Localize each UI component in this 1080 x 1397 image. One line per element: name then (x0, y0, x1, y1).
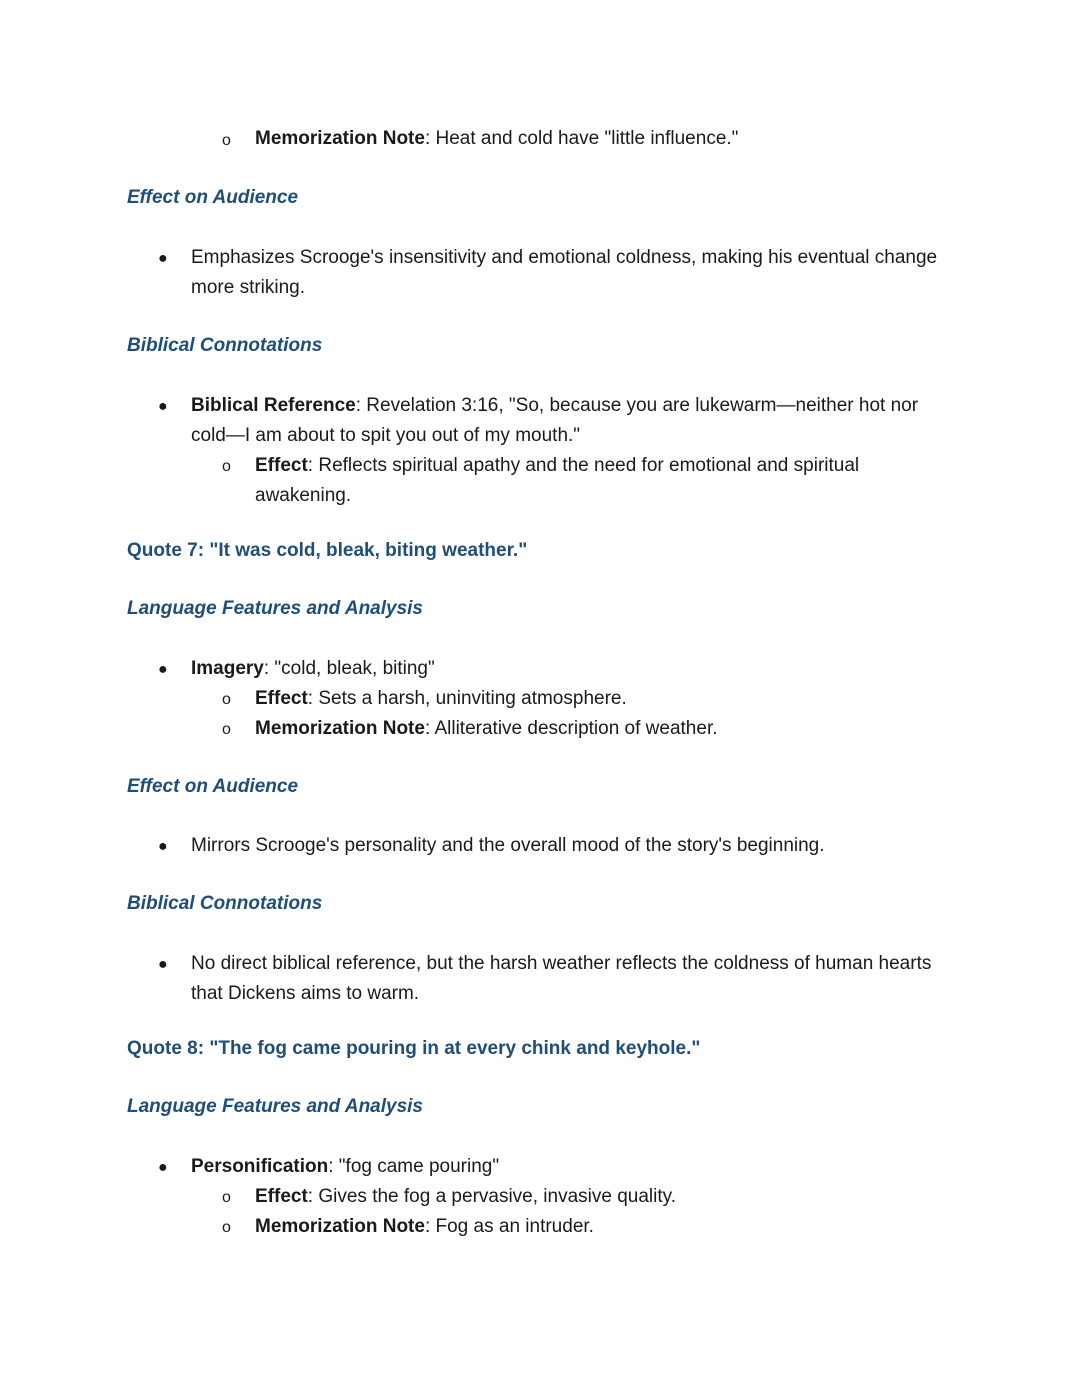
quote-8-effect (255, 1182, 945, 1212)
quote-7-effect-label: Effect (255, 688, 308, 709)
quote-8-memo-label: Memorization Note (255, 1216, 425, 1237)
biblical-reference (191, 391, 951, 451)
sub-bullet-marker: o (222, 1189, 231, 1206)
section-heading-effect-on-audience: Effect on Audience (127, 187, 299, 208)
quote-7-audience-text: Mirrors Scrooge's personality and the overall mood of the story's beginning. (191, 835, 825, 856)
quote-7-biblical-text: No direct biblical reference, but the harsh weather reflects the coldness of human hearts that Dickens aims to warm. (191, 953, 932, 1004)
quote-7-imagery-text: : "cold, bleak, biting" (263, 658, 435, 679)
quote-8-effect-text: : Gives the fog a pervasive, invasive quality. (307, 1186, 677, 1207)
sub-bullet-marker: o (222, 132, 231, 149)
biblical-effect-label: Effect (255, 455, 308, 476)
bullet-marker: ● (158, 250, 168, 267)
quote-7-biblical-heading: Biblical Connotations (127, 893, 323, 914)
memorization-note (255, 124, 945, 154)
bullet-marker: ● (158, 838, 168, 855)
quote-7-memo-text: : Alliterative description of weather. (424, 718, 718, 739)
quote-7-memo-label: Memorization Note (255, 718, 425, 739)
quote-8-personification-text: : "fog came pouring" (328, 1156, 500, 1177)
sub-bullet-marker: o (222, 721, 231, 738)
quote-7-memorization-note (255, 714, 945, 744)
section-heading-biblical-connotations: Biblical Connotations (127, 335, 323, 356)
bullet-marker: ● (158, 398, 168, 415)
quote-7-language-heading: Language Features and Analysis (127, 598, 423, 619)
biblical-reference-label: Biblical Reference (191, 395, 356, 416)
quote-8-memo-text: : Fog as an intruder. (424, 1216, 594, 1237)
quote-8-personification (191, 1152, 951, 1182)
bullet-marker: ● (158, 956, 168, 973)
quote-8-effect-label: Effect (255, 1186, 308, 1207)
quote-8-language-heading: Language Features and Analysis (127, 1096, 423, 1117)
biblical-effect (255, 451, 945, 511)
memorization-note-text: : Heat and cold have "little influence." (424, 128, 739, 149)
quote-7-heading: Quote 7: "It was cold, bleak, biting weather." (127, 540, 528, 561)
quote-8-heading: Quote 8: "The fog came pouring in at every chink and keyhole." (127, 1038, 701, 1059)
biblical-effect-text: : Reflects spiritual apathy and the need for emotional and spiritual awakening. (255, 455, 860, 506)
memorization-note-label: Memorization Note (255, 128, 425, 149)
quote-7-effect-text: : Sets a harsh, uninviting atmosphere. (307, 688, 627, 709)
sub-bullet-marker: o (222, 691, 231, 708)
bullet-marker: ● (158, 661, 168, 678)
quote-7-audience-heading: Effect on Audience (127, 776, 299, 797)
sub-bullet-marker: o (222, 1219, 231, 1236)
effect-on-audience-text: Emphasizes Scrooge's insensitivity and emotional coldness, making his eventual change more striking. (191, 247, 938, 298)
quote-7-imagery (191, 654, 951, 684)
quote-7-imagery-label: Imagery (191, 658, 264, 679)
quote-7-effect (255, 684, 945, 714)
bullet-marker: ● (158, 1159, 168, 1176)
quote-8-personification-label: Personification (191, 1156, 329, 1177)
biblical-reference-text: : Revelation 3:16, "So, because you are lukewarm—neither hot nor cold—I am about to spit you out of my mouth." (191, 395, 919, 446)
quote-8-memorization-note (255, 1212, 945, 1242)
sub-bullet-marker: o (222, 458, 231, 475)
